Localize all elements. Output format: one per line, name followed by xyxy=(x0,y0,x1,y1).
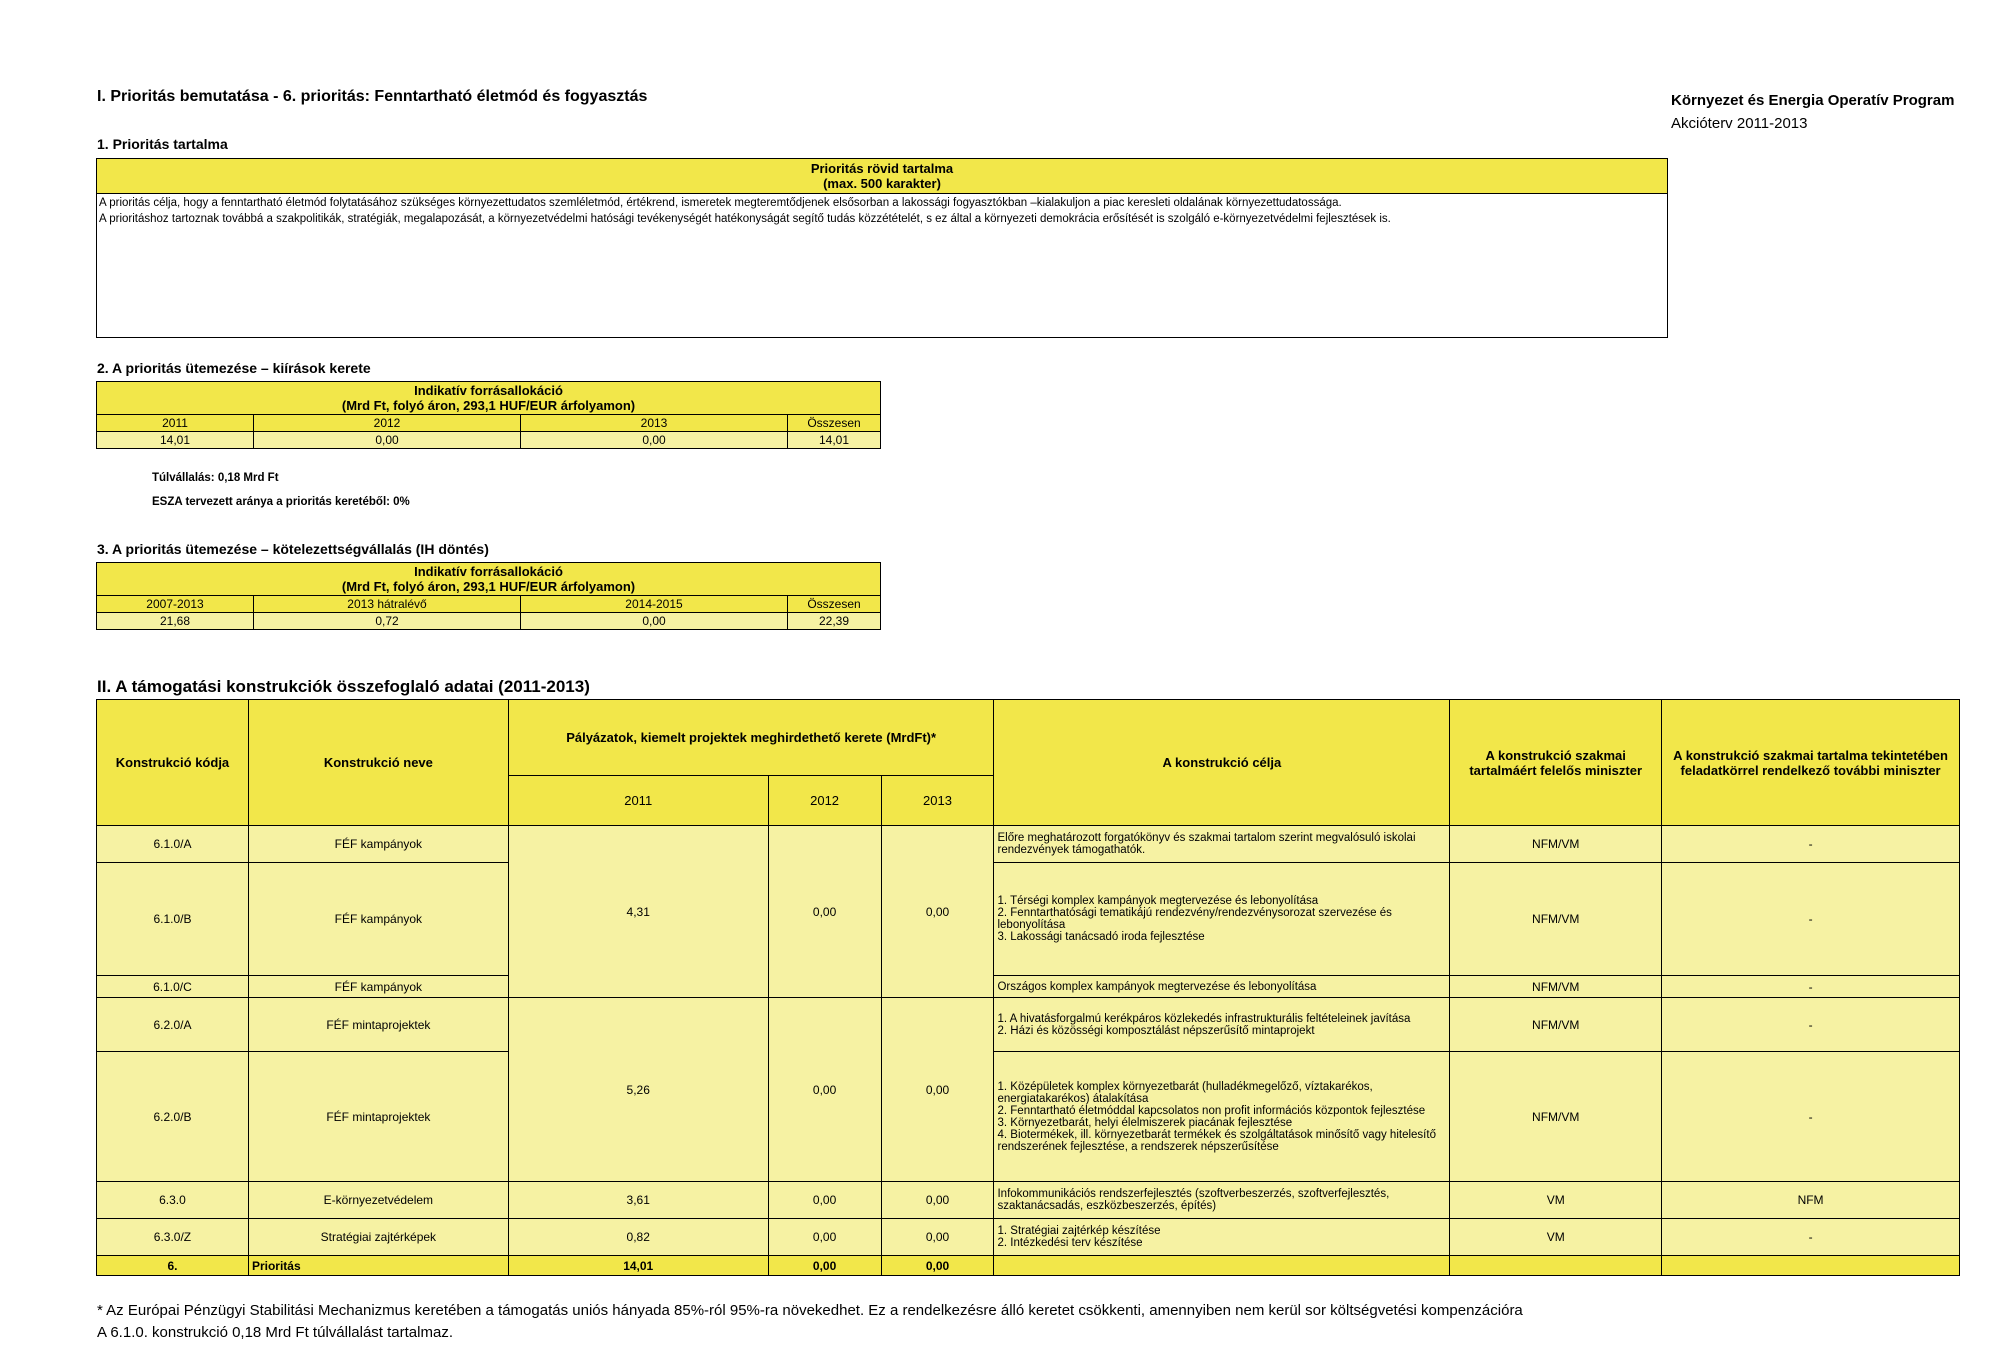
commit-col: Összesen xyxy=(788,596,881,613)
col-other-minister-header: A konstrukció szakmai tartalma tekintetében feladatkörrel rendelkező további miniszter xyxy=(1662,700,1960,826)
total-code: 6. xyxy=(97,1256,249,1276)
section-2-heading: 2. A prioritás ütemezése – kiírások kerete xyxy=(97,360,371,376)
row-name: E-környezetvédelem xyxy=(248,1182,508,1219)
row-2012: 0,00 xyxy=(768,1182,881,1219)
row-code: 6.3.0 xyxy=(97,1182,249,1219)
row-goal: 1. A hivatásforgalmú kerékpáros közlekedés infrastrukturális feltételeinek javítása 2. Házi és közösségi komposztálást népszerűsítő mintaprojekt xyxy=(994,998,1450,1052)
commit-col: 2013 hátralévő xyxy=(254,596,521,613)
col-code-header: Konstrukció kódja xyxy=(97,700,249,826)
merged-2012: 0,00 xyxy=(768,998,881,1182)
merged-2013: 0,00 xyxy=(881,998,994,1182)
box-subtitle: (max. 500 karakter) xyxy=(823,176,941,191)
row-name: Stratégiai zajtérképek xyxy=(248,1219,508,1256)
row-other-minister: - xyxy=(1662,1219,1960,1256)
row-goal: 1. Térségi komplex kampányok megtervezése és lebonyolítása 2. Fenntarthatósági tematikájú rendezvény/rendezvénysorozat szervezése és lebonyolítása 3. Lakossági tanácsadó iroda fejlesztése xyxy=(994,863,1450,976)
col-frame-header: Pályázatok, kiemelt projektek meghirdethető kerete (MrdFt)* xyxy=(508,700,994,776)
row-goal: Országos komplex kampányok megtervezése és lebonyolítása xyxy=(994,976,1450,998)
alloc-val: 14,01 xyxy=(788,432,881,449)
row-other-minister: - xyxy=(1662,1052,1960,1182)
merged-2013: 0,00 xyxy=(881,826,994,998)
row-2013: 0,00 xyxy=(881,1182,994,1219)
row-2011: 0,82 xyxy=(508,1219,768,1256)
row-goal: Előre meghatározott forgatókönyv és szakmai tartalom szerint megvalósuló iskolai rendezvények támogathatók. xyxy=(994,826,1450,863)
row-goal: 1. Stratégiai zajtérkép készítése 2. Intézkedési terv készítése xyxy=(994,1219,1450,1256)
alloc-h1: Indikatív forrásallokáció xyxy=(414,383,563,398)
row-goal: 1. Középületek komplex környezetbarát (hulladékmegelőző, víztakarékos, energiatakarékos) átalakítása 2. Fenntartható életmóddal kapcsolatos non profit információs központok fejlesztése 3. Környezetbarát, helyi élelmiszerek piacának fejlesztése 4. Biotermékek, ill. környezetbarát termékek és szolgáltatások minősítő vagy hitelesítő rendszerének fejlesztése, a rendszerek népszerűsítése xyxy=(994,1052,1450,1182)
section-1-heading: 1. Prioritás tartalma xyxy=(97,136,228,152)
priority-content-box xyxy=(96,158,1668,338)
row-minister: NFM/VM xyxy=(1450,826,1662,863)
row-code: 6.2.0/A xyxy=(97,998,249,1052)
row-2012: 0,00 xyxy=(768,1219,881,1256)
row-other-minister: NFM xyxy=(1662,1182,1960,1219)
commitment-table xyxy=(96,562,881,630)
col-goal-header: A konstrukció célja xyxy=(994,700,1450,826)
esza-note: ESZA tervezett aránya a prioritás keretéből: 0% xyxy=(152,496,410,508)
row-name: FÉF mintaprojektek xyxy=(248,1052,508,1182)
alloc-val: 14,01 xyxy=(97,432,254,449)
commit-col: 2007-2013 xyxy=(97,596,254,613)
alloc-h2: (Mrd Ft, folyó áron, 293,1 HUF/EUR árfolyamon) xyxy=(341,398,636,413)
row-other-minister: - xyxy=(1662,863,1960,976)
commit-h1: Indikatív forrásallokáció xyxy=(414,564,563,579)
program-subtitle: Akcióterv 2011-2013 xyxy=(1671,115,1808,132)
constructions-table xyxy=(96,699,1960,1276)
allocation-table xyxy=(96,381,881,449)
col-year-2011: 2011 xyxy=(508,776,768,826)
alloc-val: 0,00 xyxy=(521,432,788,449)
row-code: 6.1.0/A xyxy=(97,826,249,863)
total-2012: 0,00 xyxy=(768,1256,881,1276)
footnote-2: A 6.1.0. konstrukció 0,18 Mrd Ft túlvállalást tartalmaz. xyxy=(97,1324,453,1341)
row-code: 6.1.0/C xyxy=(97,976,249,998)
commit-val: 22,39 xyxy=(788,613,881,630)
col-minister-header: A konstrukció szakmai tartalmáért felelős miniszter xyxy=(1450,700,1662,826)
merged-2011: 4,31 xyxy=(508,826,768,998)
overcommit-note: Túlvállalás: 0,18 Mrd Ft xyxy=(152,472,279,484)
row-code: 6.3.0/Z xyxy=(97,1219,249,1256)
row-name: FÉF kampányok xyxy=(248,976,508,998)
priority-text-2: A prioritáshoz tartoznak továbbá a szakpolitikák, stratégiák, megalapozását, a környezetvédelmi hatósági tevékenységét hatékonyságát segítő tudás közzétételét, s ez által a környezeti demokrácia erősítését is szolgáló e-környezetvédelmi fejlesztések is. xyxy=(99,213,1391,225)
footnote-1: * Az Európai Pénzügyi Stabilitási Mechanizmus keretében a támogatás uniós hányada 85%-ról 95%-ra növekedhet. Ez a rendelkezésre álló keretet csökkenti, amennyiben nem kerül sor költségvetési kompenzációra xyxy=(97,1302,1523,1319)
commit-col: 2014-2015 xyxy=(521,596,788,613)
commit-val: 0,72 xyxy=(254,613,521,630)
section-ii-heading: II. A támogatási konstrukciók összefoglaló adatai (2011-2013) xyxy=(97,677,590,696)
total-name: Prioritás xyxy=(248,1256,508,1276)
commit-val: 21,68 xyxy=(97,613,254,630)
row-code: 6.2.0/B xyxy=(97,1052,249,1182)
row-other-minister: - xyxy=(1662,998,1960,1052)
alloc-col: 2012 xyxy=(254,415,521,432)
col-year-2012: 2012 xyxy=(768,776,881,826)
row-2011: 3,61 xyxy=(508,1182,768,1219)
row-name: FÉF mintaprojektek xyxy=(248,998,508,1052)
row-2013: 0,00 xyxy=(881,1219,994,1256)
alloc-col: 2011 xyxy=(97,415,254,432)
commit-h2: (Mrd Ft, folyó áron, 293,1 HUF/EUR árfolyamon) xyxy=(341,579,636,594)
program-name: Környezet és Energia Operatív Program xyxy=(1671,92,1955,109)
alloc-col: Összesen xyxy=(788,415,881,432)
row-goal: Infokommunikációs rendszerfejlesztés (szoftverbeszerzés, szoftverfejlesztés, szaktanácsadás, eszközbeszerzés, építés) xyxy=(994,1182,1450,1219)
total-2011: 14,01 xyxy=(508,1256,768,1276)
page-title: I. Prioritás bemutatása - 6. prioritás: Fenntartható életmód és fogyasztás xyxy=(97,88,648,105)
row-other-minister: - xyxy=(1662,826,1960,863)
merged-2011: 5,26 xyxy=(508,998,768,1182)
row-code: 6.1.0/B xyxy=(97,863,249,976)
row-minister: NFM/VM xyxy=(1450,998,1662,1052)
commit-val: 0,00 xyxy=(521,613,788,630)
row-minister: NFM/VM xyxy=(1450,863,1662,976)
row-minister: VM xyxy=(1450,1219,1662,1256)
row-name: FÉF kampányok xyxy=(248,826,508,863)
total-2013: 0,00 xyxy=(881,1256,994,1276)
box-title: Prioritás rövid tartalma xyxy=(810,161,954,176)
col-year-2013: 2013 xyxy=(881,776,994,826)
row-minister: VM xyxy=(1450,1182,1662,1219)
row-other-minister: - xyxy=(1662,976,1960,998)
alloc-val: 0,00 xyxy=(254,432,521,449)
row-name: FÉF kampányok xyxy=(248,863,508,976)
priority-text-1: A prioritás célja, hogy a fenntartható életmód folytatásához szükséges környezettudatos szemléletmód, értékrend, ismeretek megteremtődjenek elsősorban a lakossági fogyasztókban –kialakuljon a piac keresleti oldalának környezettudatossága. xyxy=(99,197,1342,209)
row-minister: NFM/VM xyxy=(1450,1052,1662,1182)
section-3-heading: 3. A prioritás ütemezése – kötelezettségvállalás (IH döntés) xyxy=(97,541,489,557)
alloc-col: 2013 xyxy=(521,415,788,432)
row-minister: NFM/VM xyxy=(1450,976,1662,998)
col-name-header: Konstrukció neve xyxy=(248,700,508,826)
merged-2012: 0,00 xyxy=(768,826,881,998)
